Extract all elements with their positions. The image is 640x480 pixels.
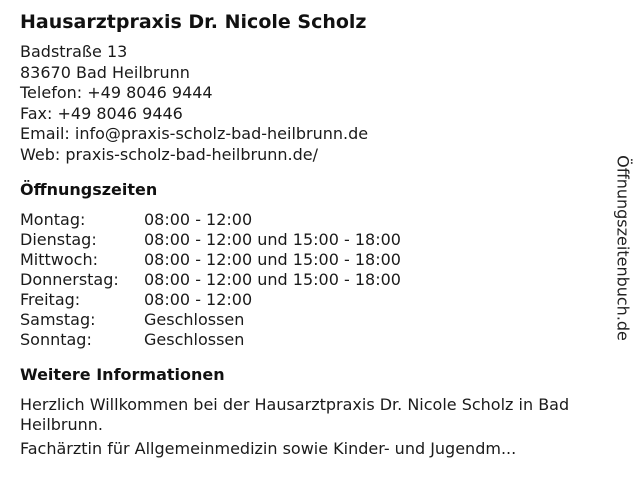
website-address: Web: praxis-scholz-bad-heilbrunn.de/ (20, 144, 318, 164)
hours-row (20, 290, 605, 310)
hours-time: 08:00 - 12:00 (144, 290, 253, 309)
city-address: 83670 Bad Heilbrunn (20, 62, 190, 82)
hours-day: Dienstag: (20, 230, 97, 249)
hours-row (20, 310, 605, 330)
hours-time: Geschlossen (144, 330, 245, 349)
further-info-text (20, 395, 605, 459)
hours-time: Geschlossen (144, 310, 245, 329)
welcome-paragraph: Herzlich Willkommen bei der Hausarztpraxis Dr. Nicole Scholz in Bad Heilbrunn. (20, 395, 570, 434)
hours-day: Sonntag: (20, 330, 92, 349)
hours-row (20, 270, 605, 290)
hours-day: Mittwoch: (20, 250, 98, 269)
phone-number: Telefon: +49 8046 9444 (20, 83, 213, 102)
hours-time: 08:00 - 12:00 und 15:00 - 18:00 (144, 250, 401, 269)
hours-time: 08:00 - 12:00 und 15:00 - 18:00 (144, 230, 401, 249)
hours-day: Donnerstag: (20, 270, 119, 289)
hours-day: Freitag: (20, 290, 81, 309)
hours-time: 08:00 - 12:00 und 15:00 - 18:00 (144, 270, 401, 289)
street-address: Badstraße 13 (20, 42, 128, 61)
further-info-heading: Weitere Informationen (20, 365, 225, 384)
practice-name: Hausarztpraxis Dr. Nicole Scholz (20, 11, 367, 33)
fax-number: Fax: +49 8046 9446 (20, 103, 183, 123)
contact-block (20, 42, 605, 165)
practice-card (20, 10, 605, 463)
hours-row (20, 230, 605, 250)
hours-row (20, 250, 605, 270)
hours-row (20, 330, 605, 350)
opening-hours-table (20, 210, 605, 350)
hours-time: 08:00 - 12:00 (144, 210, 253, 229)
hours-day: Samstag: (20, 310, 96, 329)
hours-day: Montag: (20, 210, 86, 229)
specialty-paragraph: Fachärztin für Allgemeinmedizin sowie Kinder- und Jugendm... (20, 439, 517, 458)
site-watermark-label: Öffnungszeitenbuch.de (613, 155, 633, 341)
email-address: Email: info@praxis-scholz-bad-heilbrunn.de (20, 124, 369, 143)
hours-row (20, 210, 605, 230)
opening-hours-heading: Öffnungszeiten (20, 180, 158, 199)
